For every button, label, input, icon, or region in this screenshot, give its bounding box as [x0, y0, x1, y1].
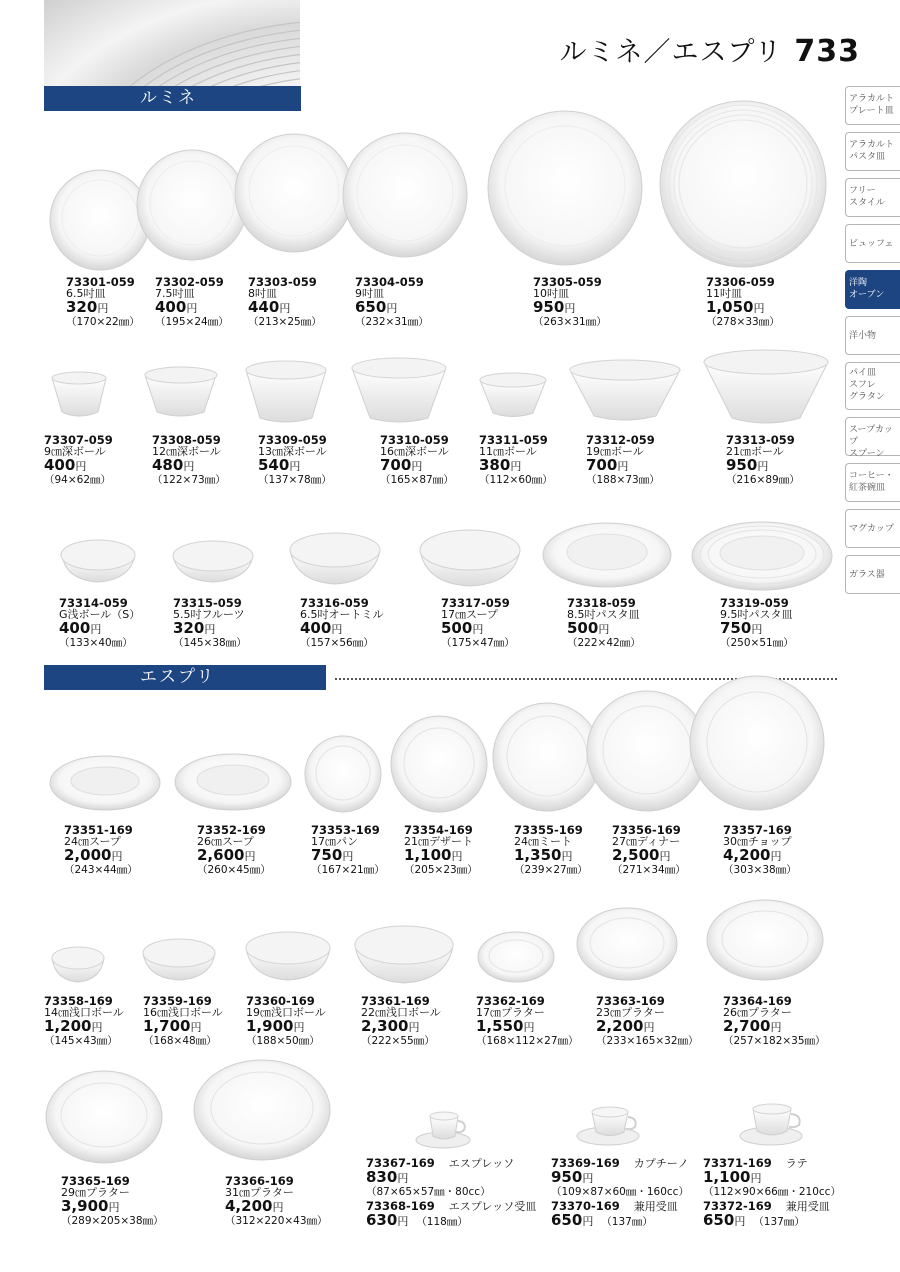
product-price: 950: [533, 298, 565, 316]
section-label: エスプリ: [140, 667, 216, 687]
product-code: 73365-169: [61, 1174, 130, 1188]
product-name: 11㎝ボール: [479, 445, 537, 458]
bowl-73309: [246, 361, 326, 422]
product-dims: （94×62㎜）: [44, 474, 112, 486]
plate-73302: [137, 150, 247, 260]
bowl-73314: [61, 540, 135, 582]
product-name: 16㎝浅口ボール: [143, 1006, 223, 1019]
product-name: カプチーノ: [633, 1157, 689, 1170]
product-73365[interactable]: [61, 1175, 164, 1227]
product-dims: （157×56㎜）: [300, 637, 374, 649]
product-73356[interactable]: [612, 824, 686, 876]
yen-label: 円: [564, 302, 576, 315]
product-73372[interactable]: [703, 1200, 830, 1228]
product-code: 73306-059: [706, 275, 775, 289]
product-price: 400: [44, 456, 76, 474]
product-code: 73370-169: [551, 1199, 620, 1213]
product-dims: （312×220×43㎜）: [225, 1215, 328, 1227]
page-title-text: ルミネ／エスプリ: [559, 37, 783, 68]
yen-label: 円: [561, 850, 573, 863]
product-code: 73305-059: [533, 275, 602, 289]
product-code: 73357-169: [723, 823, 792, 837]
product-name: 兼用受皿: [785, 1200, 830, 1213]
product-name: 9㎝深ボール: [44, 445, 106, 458]
product-73309[interactable]: [258, 434, 332, 486]
side-tab-label: ガラス器: [849, 570, 885, 580]
product-code: 73362-169: [476, 994, 545, 1008]
product-code: 73319-059: [720, 596, 789, 610]
product-code: 73311-059: [479, 433, 548, 447]
product-name: 29㎝プラター: [61, 1186, 130, 1199]
product-price: 320: [66, 298, 98, 316]
product-73302[interactable]: [155, 276, 229, 328]
product-73304[interactable]: [355, 276, 429, 328]
product-name: ラテ: [785, 1157, 808, 1170]
product-dims: （239×27㎜）: [514, 864, 588, 876]
yen-label: 円: [75, 460, 87, 473]
yen-label: 円: [411, 460, 423, 473]
product-name: 兼用受皿: [633, 1200, 678, 1213]
product-price: 1,700: [143, 1017, 191, 1035]
plate-73354: [391, 716, 487, 812]
product-dims: （188×50㎜）: [246, 1035, 320, 1047]
side-tab-label: アラカルト プレート皿: [849, 94, 895, 116]
product-name: 23㎝プラター: [596, 1006, 665, 1019]
product-73353[interactable]: [311, 824, 385, 876]
cup-73371: [740, 1104, 802, 1145]
product-name: 16㎝深ボール: [380, 445, 449, 458]
product-dims: （170×22㎜）: [66, 316, 140, 328]
product-73310[interactable]: [380, 434, 454, 486]
cup-73369: [577, 1107, 639, 1145]
yen-label: 円: [111, 850, 123, 863]
product-73313[interactable]: [726, 434, 800, 486]
product-name: 9吋皿: [355, 287, 384, 300]
product-dims: （216×89㎜）: [726, 474, 800, 486]
platter-73364: [707, 900, 823, 980]
product-price: 540: [258, 456, 290, 474]
product-73318[interactable]: [567, 597, 641, 649]
yen-label: 円: [331, 623, 343, 636]
side-tab-label: ビュッフェ: [849, 239, 894, 249]
yen-label: 円: [342, 850, 354, 863]
plate-73351: [50, 756, 160, 810]
product-73306[interactable]: [706, 276, 780, 328]
product-price: 650: [355, 298, 387, 316]
product-code: 73369-169: [551, 1156, 620, 1170]
product-code: 73355-169: [514, 823, 583, 837]
yen-label: 円: [183, 460, 195, 473]
yen-label: 円: [293, 1021, 305, 1034]
product-73307[interactable]: [44, 434, 113, 486]
product-code: 73363-169: [596, 994, 665, 1008]
product-code: 73308-059: [152, 433, 221, 447]
product-dims: （175×47㎜）: [441, 637, 515, 649]
product-code: 73317-059: [441, 596, 510, 610]
product-73368[interactable]: [366, 1200, 536, 1228]
cup-73367: [416, 1112, 470, 1148]
bowl-73316: [290, 533, 380, 584]
product-code: 73310-059: [380, 433, 449, 447]
product-dims: （137㎜）: [601, 1216, 653, 1228]
product-name: 12㎝深ボール: [152, 445, 221, 458]
product-price: 2,700: [723, 1017, 771, 1035]
product-73358[interactable]: [44, 995, 124, 1047]
product-code: 73303-059: [248, 275, 317, 289]
product-dims: （263×31㎜）: [533, 316, 607, 328]
product-code: 73313-059: [726, 433, 795, 447]
product-dims: （87×65×57㎜・80cc）: [366, 1186, 491, 1198]
yen-label: 円: [757, 460, 769, 473]
product-dims: （109×87×60㎜・160cc）: [551, 1186, 689, 1198]
product-dims: （145×38㎜）: [173, 637, 247, 649]
product-dims: （260×45㎜）: [197, 864, 271, 876]
product-73360[interactable]: [246, 995, 326, 1047]
product-73355[interactable]: [514, 824, 588, 876]
product-73366[interactable]: [225, 1175, 328, 1227]
yen-label: 円: [750, 1172, 762, 1185]
product-dims: （289×205×38㎜）: [61, 1215, 164, 1227]
page-number: 733: [794, 34, 860, 69]
plate-73306: [660, 101, 826, 267]
product-price: 2,000: [64, 846, 112, 864]
yen-label: 円: [643, 1021, 655, 1034]
bowl-73308: [145, 367, 217, 416]
product-73351[interactable]: [64, 824, 138, 876]
platter-73365: [46, 1071, 162, 1163]
product-code: 73368-169: [366, 1199, 435, 1213]
product-dims: （278×33㎜）: [706, 316, 780, 328]
yen-label: 円: [279, 302, 291, 315]
product-dims: （222×55㎜）: [361, 1035, 435, 1047]
plate-73304: [343, 133, 467, 257]
product-name: 26㎝プラター: [723, 1006, 792, 1019]
product-code: 73314-059: [59, 596, 128, 610]
yen-label: 円: [659, 850, 671, 863]
product-code: 73315-059: [173, 596, 242, 610]
product-name: 17㎝パン: [311, 835, 358, 848]
product-dims: （271×34㎜）: [612, 864, 686, 876]
product-price: 4,200: [225, 1197, 273, 1215]
product-dims: （133×40㎜）: [59, 637, 133, 649]
yen-label: 円: [272, 1201, 284, 1214]
product-name: 24㎝スープ: [64, 835, 121, 848]
platter-73362: [478, 932, 554, 982]
bowl-73359: [143, 939, 215, 980]
product-name: 31㎝プラター: [225, 1186, 294, 1199]
bowl-73360: [246, 932, 330, 980]
product-dims: （112×60㎜）: [479, 474, 553, 486]
product-price: 750: [311, 846, 343, 864]
yen-label: 円: [582, 1215, 594, 1228]
product-code: 73316-059: [300, 596, 369, 610]
product-dims: （232×31㎜）: [355, 316, 429, 328]
product-name: 10吋皿: [533, 287, 569, 300]
product-price: 2,600: [197, 846, 245, 864]
product-dims: （168×112×27㎜）: [476, 1035, 579, 1047]
bowl-73358: [52, 947, 104, 982]
product-name: 14㎝浅口ボール: [44, 1006, 124, 1019]
side-tab-label: フリー スタイル: [849, 186, 885, 208]
product-code: 73353-169: [311, 823, 380, 837]
side-tab-label: 洋小物: [849, 331, 877, 341]
yen-label: 円: [204, 623, 216, 636]
plate-73318: [543, 523, 671, 587]
bowl-73312: [570, 360, 680, 420]
product-dims: （243×44㎜）: [64, 864, 138, 876]
yen-label: 円: [472, 623, 484, 636]
product-dims: （137×78㎜）: [258, 474, 332, 486]
product-price: 1,550: [476, 1017, 524, 1035]
product-dims: （213×25㎜）: [248, 316, 322, 328]
product-price: 2,500: [612, 846, 660, 864]
yen-label: 円: [598, 623, 610, 636]
product-73315[interactable]: [173, 597, 247, 649]
bowl-73361: [355, 926, 453, 983]
product-price: 480: [152, 456, 184, 474]
product-code: 73301-059: [66, 275, 135, 289]
product-dims: （137㎜）: [753, 1216, 805, 1228]
product-73364[interactable]: [723, 995, 826, 1047]
side-tab-label: アラカルト パスタ皿: [849, 140, 895, 162]
plate-73301: [50, 170, 150, 270]
plate-73352: [175, 754, 291, 810]
yen-label: 円: [770, 1021, 782, 1034]
product-name: 21㎝ボール: [726, 445, 784, 458]
product-dims: （112×90×66㎜・210cc）: [703, 1186, 841, 1198]
section-label: ルミネ: [140, 88, 197, 108]
product-price: 3,900: [61, 1197, 109, 1215]
yen-label: 円: [186, 302, 198, 315]
yen-label: 円: [753, 302, 765, 315]
product-name: 19㎝浅口ボール: [246, 1006, 326, 1019]
product-73352[interactable]: [197, 824, 271, 876]
product-price: 650: [551, 1211, 583, 1229]
product-price: 1,050: [706, 298, 754, 316]
product-name: 19㎝ボール: [586, 445, 644, 458]
product-73357[interactable]: [723, 824, 797, 876]
product-name: 13㎝深ボール: [258, 445, 327, 458]
product-73371[interactable]: [703, 1157, 841, 1198]
product-price: 950: [726, 456, 758, 474]
product-price: 500: [567, 619, 599, 637]
yen-label: 円: [90, 623, 102, 636]
side-tab-label: コーヒー・ 紅茶碗皿: [849, 471, 894, 493]
product-code: 73352-169: [197, 823, 266, 837]
product-price: 440: [248, 298, 280, 316]
product-price: 650: [703, 1211, 735, 1229]
side-tab-label: 洋陶 オーブン: [849, 278, 885, 300]
product-73367[interactable]: [366, 1157, 514, 1198]
product-73362[interactable]: [476, 995, 579, 1047]
product-price: 400: [300, 619, 332, 637]
product-name: 21㎝デザート: [404, 835, 473, 848]
product-price: 700: [586, 456, 618, 474]
product-code: 73359-169: [143, 994, 212, 1008]
product-73316[interactable]: [300, 597, 384, 649]
product-73308[interactable]: [152, 434, 226, 486]
yen-label: 円: [510, 460, 522, 473]
product-name: 5.5吋フルーツ: [173, 608, 245, 621]
yen-label: 円: [751, 623, 763, 636]
product-price: 1,200: [44, 1017, 92, 1035]
product-price: 950: [551, 1168, 583, 1186]
product-price: 400: [59, 619, 91, 637]
product-73369[interactable]: [551, 1157, 689, 1198]
product-code: 73372-169: [703, 1199, 772, 1213]
product-dims: （188×73㎜）: [586, 474, 660, 486]
product-code: 73351-169: [64, 823, 133, 837]
product-73301[interactable]: [66, 276, 140, 328]
product-code: 73371-169: [703, 1156, 772, 1170]
product-code: 73318-059: [567, 596, 636, 610]
product-name: 9.5吋パスタ皿: [720, 608, 793, 621]
product-price: 380: [479, 456, 511, 474]
product-dims: （250×51㎜）: [720, 637, 794, 649]
product-73312[interactable]: [586, 434, 660, 486]
plate-73356: [587, 691, 707, 811]
product-code: 73356-169: [612, 823, 681, 837]
product-dims: （145×43㎜）: [44, 1035, 118, 1047]
yen-label: 円: [770, 850, 782, 863]
product-name: 17㎝スープ: [441, 608, 498, 621]
yen-label: 円: [108, 1201, 120, 1214]
product-code: 73309-059: [258, 433, 327, 447]
product-code: 73360-169: [246, 994, 315, 1008]
bowl-73310: [352, 358, 446, 422]
yen-label: 円: [451, 850, 463, 863]
product-name: 7.5吋皿: [155, 287, 195, 300]
product-price: 1,350: [514, 846, 562, 864]
bowl-73317: [420, 530, 520, 586]
product-dims: （195×24㎜）: [155, 316, 229, 328]
plate-73355: [493, 703, 601, 811]
product-name: 11吋皿: [706, 287, 742, 300]
product-73303[interactable]: [248, 276, 322, 328]
product-price: 750: [720, 619, 752, 637]
product-code: 73361-169: [361, 994, 430, 1008]
product-name: G浅ボール（S）: [59, 608, 141, 621]
product-73363[interactable]: [596, 995, 699, 1047]
yen-label: 円: [582, 1172, 594, 1185]
side-tab-label: パイ皿 スフレ グラタン: [849, 368, 885, 402]
plate-73305: [488, 111, 642, 265]
product-73311[interactable]: [479, 434, 553, 486]
product-73317[interactable]: [441, 597, 515, 649]
product-code: 73354-169: [404, 823, 473, 837]
product-dims: （165×87㎜）: [380, 474, 454, 486]
yen-label: 円: [523, 1021, 535, 1034]
product-dims: （122×73㎜）: [152, 474, 226, 486]
yen-label: 円: [734, 1215, 746, 1228]
product-name: 24㎝ミート: [514, 835, 572, 848]
product-name: 26㎝スープ: [197, 835, 254, 848]
bowl-73313: [704, 350, 828, 423]
plate-73353: [305, 736, 381, 812]
product-code: 73367-169: [366, 1156, 435, 1170]
product-73370[interactable]: [551, 1200, 678, 1228]
yen-label: 円: [386, 302, 398, 315]
product-price: 1,100: [703, 1168, 751, 1186]
product-dims: （233×165×32㎜）: [596, 1035, 699, 1047]
yen-label: 円: [289, 460, 301, 473]
product-name: 30㎝チョップ: [723, 835, 792, 848]
product-price: 830: [366, 1168, 398, 1186]
product-price: 1,100: [404, 846, 452, 864]
yen-label: 円: [408, 1021, 420, 1034]
product-73319[interactable]: [720, 597, 794, 649]
yen-label: 円: [91, 1021, 103, 1034]
product-dims: （257×182×35㎜）: [723, 1035, 826, 1047]
product-name: 22㎝浅口ボール: [361, 1006, 441, 1019]
product-73354[interactable]: [404, 824, 478, 876]
bowl-73315: [173, 541, 253, 582]
product-price: 4,200: [723, 846, 771, 864]
product-price: 2,200: [596, 1017, 644, 1035]
product-name: エスプレッソ: [448, 1157, 515, 1170]
yen-label: 円: [244, 850, 256, 863]
bowl-73307: [52, 372, 106, 416]
product-code: 73366-169: [225, 1174, 294, 1188]
product-73359[interactable]: [143, 995, 223, 1047]
product-name: 8.5吋パスタ皿: [567, 608, 640, 621]
bowl-73311: [480, 373, 546, 417]
product-code: 73358-169: [44, 994, 113, 1008]
product-name: 6.5吋皿: [66, 287, 106, 300]
product-code: 73312-059: [586, 433, 655, 447]
plate-73303: [235, 134, 353, 252]
product-name: 17㎝プラター: [476, 1006, 545, 1019]
product-code: 73364-169: [723, 994, 792, 1008]
platter-73366: [194, 1060, 330, 1160]
product-73305[interactable]: [533, 276, 607, 328]
yen-label: 円: [617, 460, 629, 473]
product-code: 73307-059: [44, 433, 113, 447]
product-dims: （168×48㎜）: [143, 1035, 217, 1047]
product-code: 73302-059: [155, 275, 224, 289]
yen-label: 円: [397, 1215, 409, 1228]
product-name: 8吋皿: [248, 287, 277, 300]
yen-label: 円: [190, 1021, 202, 1034]
plate-73319: [692, 522, 832, 590]
product-price: 500: [441, 619, 473, 637]
product-price: 700: [380, 456, 412, 474]
product-dims: （303×38㎜）: [723, 864, 797, 876]
platter-73363: [577, 908, 677, 980]
plate-73357: [690, 676, 824, 810]
product-name: エスプレッソ受皿: [448, 1200, 537, 1213]
product-price: 630: [366, 1211, 398, 1229]
yen-label: 円: [97, 302, 109, 315]
side-tab-label: スープカップ スプーン: [849, 425, 893, 459]
product-73361[interactable]: [361, 995, 441, 1047]
product-name: 6.5吋オートミル: [300, 608, 384, 621]
product-name: 27㎝ディナー: [612, 835, 681, 848]
product-dims: （222×42㎜）: [567, 637, 641, 649]
yen-label: 円: [397, 1172, 409, 1185]
product-code: 73304-059: [355, 275, 424, 289]
product-price: 2,300: [361, 1017, 409, 1035]
product-price: 400: [155, 298, 187, 316]
side-tab-label: マグカップ: [849, 524, 894, 534]
product-dims: （167×21㎜）: [311, 864, 385, 876]
product-price: 1,900: [246, 1017, 294, 1035]
product-dims: （118㎜）: [416, 1216, 468, 1228]
product-73314[interactable]: [59, 597, 140, 649]
product-dims: （205×23㎜）: [404, 864, 478, 876]
product-price: 320: [173, 619, 205, 637]
